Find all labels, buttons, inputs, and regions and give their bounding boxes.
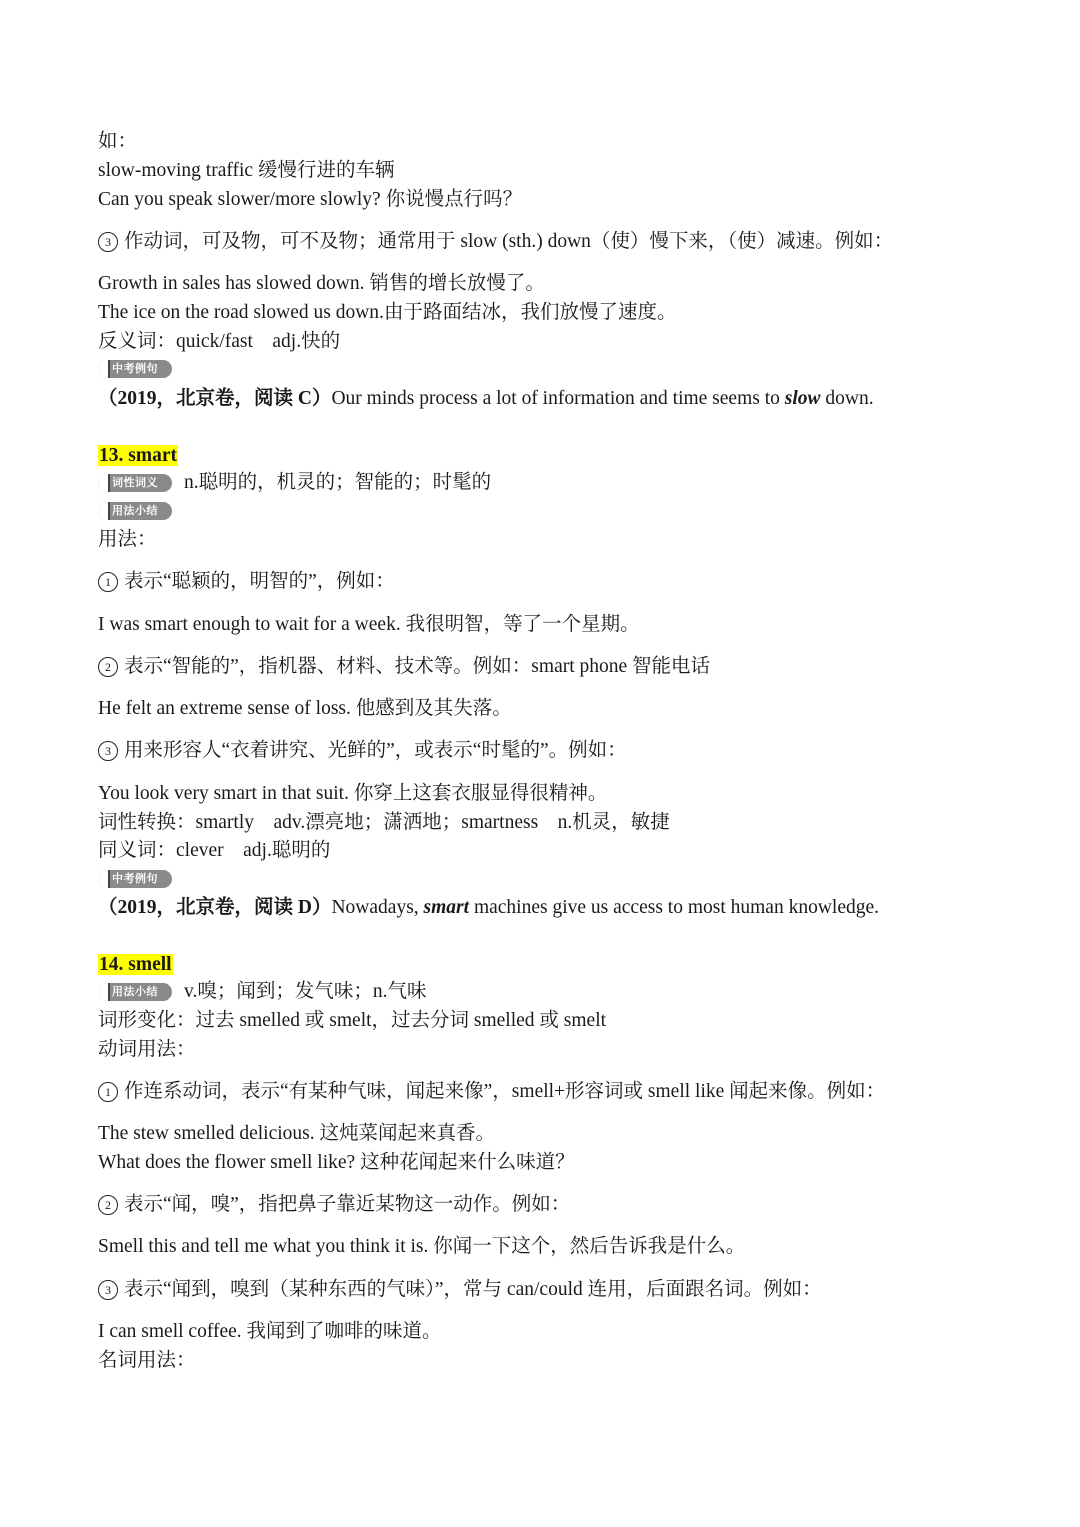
- example-line: The ice on the road slowed us down.由于路面结冰，我们放慢了速度。: [98, 302, 677, 323]
- example-line: He felt an extreme sense of loss. 他感到及其失落。: [98, 698, 512, 719]
- circled-number: 1: [98, 1082, 118, 1102]
- usage-badge: 用法小结: [98, 983, 172, 1001]
- circled-number: 1: [98, 572, 118, 592]
- synonym-line: 同义词：clever adj.聪明的: [98, 840, 331, 861]
- circled-number: 3: [98, 1280, 118, 1300]
- example-line: The stew smelled delicious. 这炖菜闻起来真香。: [98, 1123, 496, 1144]
- usage-item-2: 2 表示“智能的”，指机器、材料、技术等。例如：smart phone 智能电话: [98, 654, 710, 680]
- example-line: What does the flower smell like? 这种花闻起来什么味道？: [98, 1152, 575, 1173]
- noun-usage-label: 名词用法：: [98, 1350, 196, 1371]
- example-line: I can smell coffee. 我闻到了咖啡的味道。: [98, 1321, 442, 1342]
- example-line: I was smart enough to wait for a week. 我很明智，等了一个星期。: [98, 614, 640, 635]
- usage-item-3: 3 作动词，可及物，可不及物；通常用于 slow (sth.) down（使）慢下来，（使）减速。例如：: [98, 229, 893, 255]
- entry-heading-smart: 13. smart: [99, 445, 177, 466]
- usage-badge: 用法小结: [98, 502, 172, 520]
- circled-number: 3: [98, 232, 118, 252]
- usage-item-3: 3 用来形容人“衣着讲究、光鲜的”，或表示“时髦的”。例如：: [98, 738, 627, 764]
- exam-sentence: （2019，北京卷，阅读 C）Our minds process a lot of information and time seems to slow down.: [98, 388, 874, 409]
- exam-sentence: （2019，北京卷，阅读 D）Nowadays, smart machines give us access to most human knowledge.: [98, 897, 880, 918]
- example-line: Smell this and tell me what you think it is. 你闻一下这个，然后告诉我是什么。: [98, 1236, 746, 1257]
- exam-example-badge: 中考例句: [98, 360, 172, 378]
- meaning-badge: 词性词义: [98, 474, 172, 492]
- usage-item-1: 1 表示“聪颖的，明智的”，例如：: [98, 569, 395, 595]
- antonym-line: 反义词：quick/fast adj.快的: [98, 331, 341, 352]
- example-line: slow-moving traffic 缓慢行进的车辆: [98, 160, 395, 181]
- meaning-line: n.聪明的，机灵的；智能的；时髦的: [184, 472, 492, 493]
- usage-item-2: 2 表示“闻，嗅”，指把鼻子靠近某物这一动作。例如：: [98, 1192, 570, 1218]
- circled-number: 2: [98, 1195, 118, 1215]
- forms-line: 词形变化：过去 smelled 或 smelt，过去分词 smelled 或 smelt: [98, 1010, 607, 1031]
- ru-label: 如：: [98, 131, 138, 152]
- conversion-line: 词性转换：smartly adv.漂亮地；潇洒地；smartness n.机灵，敏捷: [98, 812, 670, 833]
- circled-number: 2: [98, 657, 118, 677]
- exam-example-badge: 中考例句: [98, 870, 172, 888]
- usage-label: 用法：: [98, 529, 157, 550]
- usage-item-3: 3 表示“闻到，嗅到（某种东西的气味）”，常与 can/could 连用，后面跟名词。例如：: [98, 1277, 822, 1303]
- verb-usage-label: 动词用法：: [98, 1039, 196, 1060]
- meaning-line: v.嗅；闻到；发气味；n.气味: [184, 981, 427, 1002]
- circled-number: 3: [98, 741, 118, 761]
- example-line: Can you speak slower/more slowly? 你说慢点行吗？: [98, 189, 523, 210]
- usage-item-1: 1 作连系动词，表示“有某种气味，闻起来像”，smell+形容词或 smell like 闻起来像。例如：: [98, 1079, 885, 1105]
- example-line: You look very smart in that suit. 你穿上这套衣服显得很精神。: [98, 783, 608, 804]
- example-line: Growth in sales has slowed down. 销售的增长放慢了。: [98, 273, 545, 294]
- entry-heading-smell: 14. smell: [99, 954, 172, 975]
